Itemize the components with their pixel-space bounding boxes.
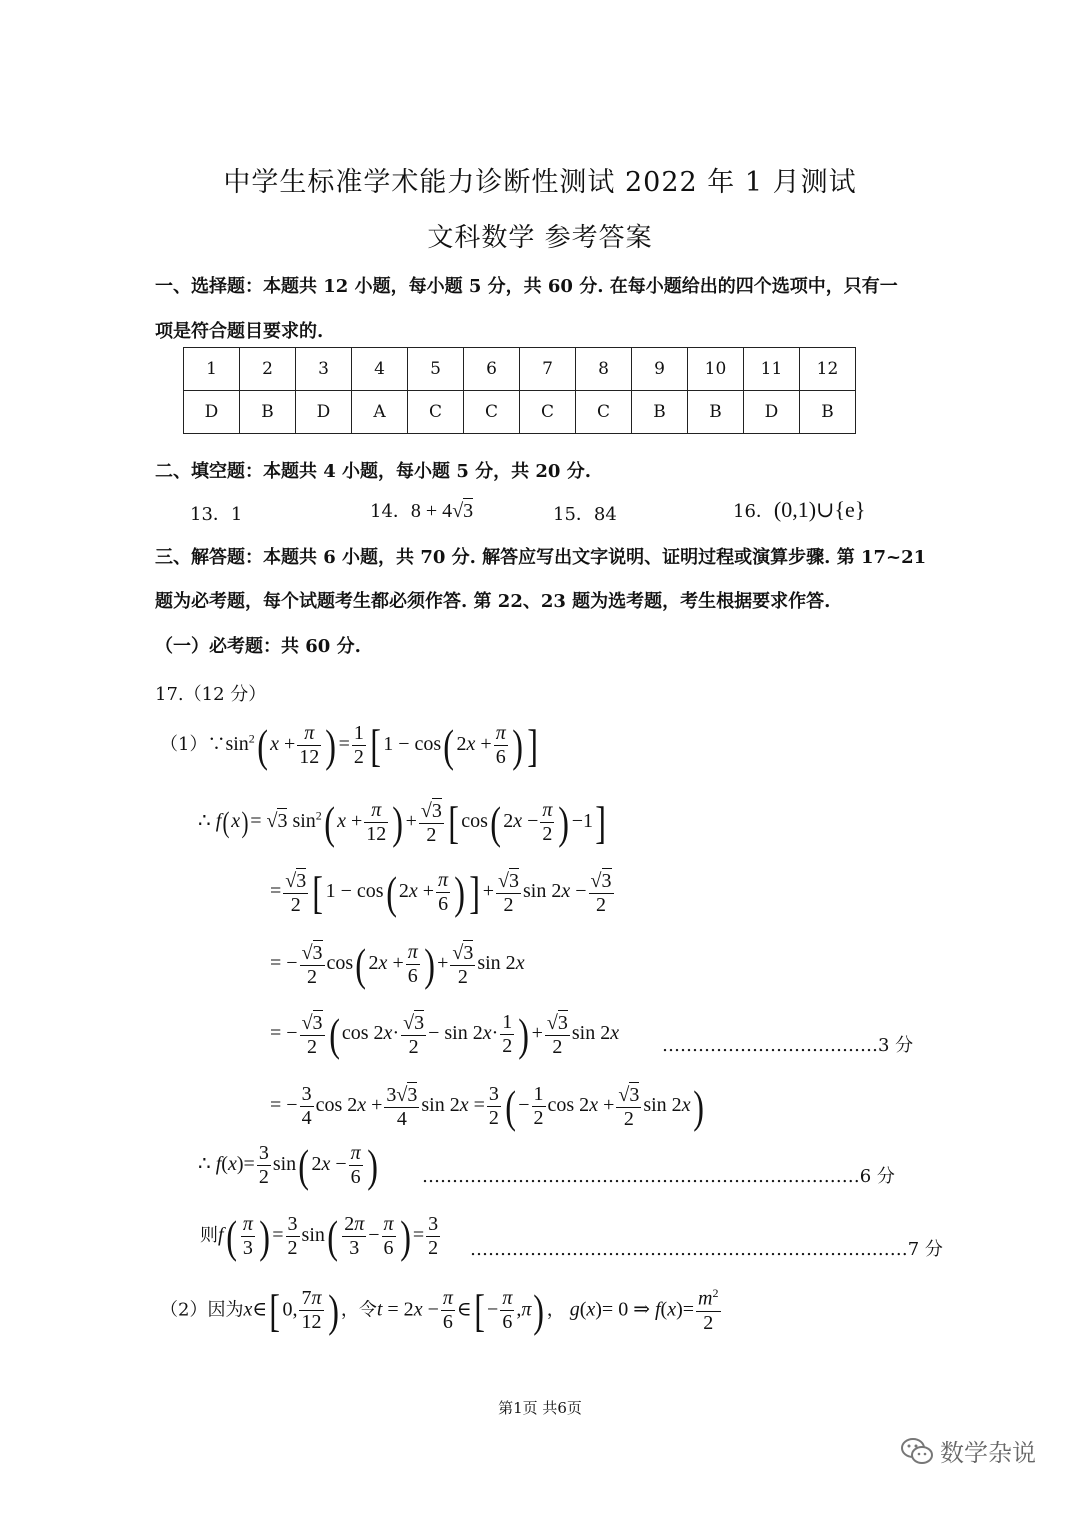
formula-line-1: $(1)\because\sin^2$( x + $\frac{\pi}{12}$ ) = $\frac{1}{2}$ [ 1 − cos( 2x + $\frac{\pi}{6}$ )] <box>160 719 539 771</box>
answer-table-answer-cell: C <box>408 391 464 434</box>
answer-table-number-cell: 1 <box>184 348 240 391</box>
answer-16-value: (0,1)∪{e} <box>773 497 866 522</box>
section1-line1: 一、选择题：本题共 12 小题，每小题 5 分，共 60 分. 在每小题给出的四个选项中，只有一 <box>155 276 898 297</box>
answer-table-number-cell: 11 <box>744 348 800 391</box>
section3-part1: （一）必考题：共 60 分. <box>155 636 361 657</box>
therefore-symbol: ∴ <box>198 810 211 833</box>
page-subtitle: 文科数学 参考答案 <box>427 223 653 253</box>
score-6: …………………………………………………….…………6 分 <box>422 1166 895 1187</box>
answer-table-number-cell: 7 <box>520 348 576 391</box>
part2-label: （2）因为 <box>160 1299 244 1321</box>
answer-table-number-cell: 12 <box>800 348 856 391</box>
answer-table-number-cell: 4 <box>352 348 408 391</box>
formula-line-3: = $\frac{√3}{2}$ [ 1 − cos( 2x + $\frac{\pi}{6}$ )] + $\frac{√3}{2}$ sin 2x − $\frac{√3}{2}$ <box>270 866 612 918</box>
answer-table-number-row <box>184 348 856 391</box>
formula-line-9: （2）因为x∈[ 0, $\frac{7\pi}{12}$ ) ，令t = 2x − $\frac{\pi}{6}$ ∈[ − $\frac{\pi}{6}$ ,π) ， g(x)= 0 ⇒ f(x)= $\frac{m^2}{2}$ <box>160 1284 719 1336</box>
answer-table-answer-cell: B <box>800 391 856 434</box>
answer-table-answer-cell: C <box>520 391 576 434</box>
sqrt-symbol: √ <box>452 500 464 522</box>
then-label: 则 <box>200 1225 218 1247</box>
answer-table-answer-cell: B <box>632 391 688 434</box>
answer-table-answer-cell: A <box>352 391 408 434</box>
answer-table-number-cell: 3 <box>296 348 352 391</box>
part1-label: （1）∵ <box>160 734 226 756</box>
answer-14-radicand: 3 <box>463 500 474 522</box>
formula-line-6: = − $\frac{3}{4}$ cos 2x + $\frac{3√3}{4}$ sin 2x = $\frac{3}{2}$ ( − $\frac{1}{2}$ cos 2x + $\frac{√3}{2}$ sin 2x) <box>270 1080 704 1132</box>
answer-16 <box>733 497 865 523</box>
answer-14 <box>370 497 473 523</box>
section2-heading: 二、填空题：本题共 4 小题，每小题 5 分，共 20 分. <box>155 461 591 482</box>
formula-line-5: = − $\frac{√3}{2}$ ( cos 2x· $\frac{√3}{2}$ − sin 2x· $\frac{1}{2}$ ) + $\frac{√3}{2}$ sin 2x <box>270 1008 620 1060</box>
wechat-icon <box>900 1436 934 1466</box>
answer-15: 15．84 <box>553 504 617 525</box>
q17-heading: 17.（12 分） <box>155 684 267 705</box>
answer-table-number-cell: 8 <box>576 348 632 391</box>
answer-table-number-cell: 9 <box>632 348 688 391</box>
section3-line2: 题为必考题，每个试题考生都必须作答. 第 22、23 题为选考题，考生根据要求作答. <box>155 591 831 612</box>
score-7: ………………………………………………………….……7 分 <box>470 1239 943 1260</box>
answer-table-answer-cell: B <box>688 391 744 434</box>
page-footer: 第1页 共6页 <box>498 1399 582 1417</box>
answer-table-number-cell: 6 <box>464 348 520 391</box>
answer-table-answer-cell: B <box>240 391 296 434</box>
section1-line2: 项是符合题目要求的. <box>155 321 324 342</box>
formula-line-8: 则f( $\frac{\pi}{3}$ ) = $\frac{3}{2}$ sin( $\frac{2\pi}{3}$ − $\frac{\pi}{6}$ ) = $\frac{3}{2}$ <box>200 1210 439 1262</box>
answer-table-number-cell: 5 <box>408 348 464 391</box>
part2-let: ，令 <box>340 1299 377 1321</box>
formula-line-4: = − $\frac{√3}{2}$ cos( 2x + $\frac{\pi}{6}$ ) + $\frac{√3}{2}$ sin 2x <box>270 938 525 990</box>
answer-table-number-cell: 2 <box>240 348 296 391</box>
section3-line1: 三、解答题：本题共 6 小题，共 70 分. 解答应写出文字说明、证明过程或演算步骤. 第 17~21 <box>155 547 927 568</box>
answer-table-number-cell: 10 <box>688 348 744 391</box>
answer-table-answer-row <box>184 391 856 434</box>
watermark <box>900 1433 1036 1468</box>
answer-table-answer-cell: D <box>296 391 352 434</box>
formula-line-2: ∴ f(x)= √3 $\sin^2$( x + $\frac{\pi}{12}$ ) + $\frac{√3}{2}$ [ cos( 2x − $\frac{\pi}{2}$ ) −1] <box>198 796 607 848</box>
part2-comma: ， <box>546 1299 565 1321</box>
answer-table-answer-cell: C <box>576 391 632 434</box>
answer-14-label: 14． <box>370 501 411 522</box>
answer-16-label: 16． <box>733 501 774 522</box>
answer-table-answer-cell: D <box>184 391 240 434</box>
answer-14-value: 8 + 4 <box>410 500 453 522</box>
watermark-text: 数学杂说 <box>940 1439 1036 1467</box>
therefore-symbol-2: ∴ <box>198 1153 211 1176</box>
page-title: 中学生标准学术能力诊断性测试 2022 年 1 月测试 <box>223 167 857 198</box>
answer-table-answer-cell: C <box>464 391 520 434</box>
answer-table-answer-cell: D <box>744 391 800 434</box>
answer-table <box>183 347 856 434</box>
score-3: ………………………………3 分 <box>662 1035 914 1056</box>
answer-13: 13．1 <box>190 504 243 525</box>
formula-line-7: ∴ f(x)= $\frac{3}{2}$ sin( 2x − $\frac{\pi}{6}$ ) <box>198 1139 378 1191</box>
